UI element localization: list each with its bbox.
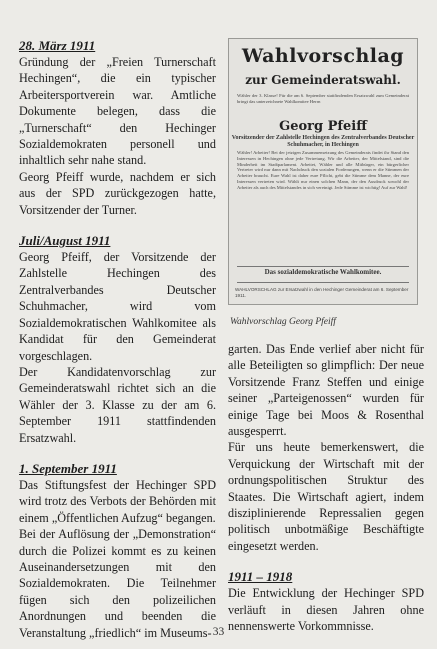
paragraph: Die Entwicklung der Hechinger SPD verläuft in diesen Jahren ohne nennenswerte Vorkommnisse. [228, 586, 424, 634]
clipping-candidate-line: Vorsitzender der Zahlstelle Hechingen des Zentralverbandes Deutscher Schuhmacher, in Hechingen [231, 135, 415, 148]
section-heading-1911-1918: 1911 – 1918 [228, 569, 293, 585]
section-heading-maerz-1911: 28. März 1911 [19, 38, 96, 53]
figure-caption: Wahlvorschlag Georg Pfeiff [230, 317, 336, 327]
clipping-intro: Wähler der 3. Klasse! Für die am 6. September stattfindenden Ersatzwahl zum Gemeinderat bringt das unterzeichnete Wahlkomitee Herrn [237, 93, 409, 104]
clipping-divider [237, 266, 409, 267]
paragraph: Bei der Auflösung der „Demonstration“ durch die Polizei kommt es zu keinen Auseinandersetzungen mit den Sozialdemokraten. Die Teilnehmer fügen sich den polizeilichen Anordnungen und beenden die Veranstaltung „friedlich“ im Museums- [19, 527, 216, 640]
right-column [228, 341, 424, 635]
paragraph: Gründung der „Freien Turnerschaft Hechingen“, die ein typischer Arbeitersportverein war. Amtliche Dokumente belegen, dass die „Turnerschaft“ den Hechinger Sozialdemokraten personell und inhaltlich sehr nahe stand. [19, 55, 216, 168]
newspaper-clipping-image [228, 38, 418, 305]
paragraph: Das Stiftungsfest der Hechinger SPD wird trotz des Verbots der Behörden mit einem „Öffentlichen Aufzug“ begangen. [19, 477, 216, 525]
left-column [19, 38, 216, 641]
paragraph: Georg Pfeiff, der Vorsitzende der Zahlstelle Hechingen des Zentralverbandes Deutscher Schuhmacher, wird vom Sozialdemokratischen Wahlkomitee als Kandidat für den Gemeinderat vorgeschlagen. [19, 250, 216, 363]
section-heading-september-1911: 1. September 1911 [19, 460, 117, 476]
clipping-title: Wahlvorschlag [241, 45, 405, 67]
page-number: 33 [212, 626, 225, 638]
clipping-candidate-name: Georg Pfeiff [279, 119, 367, 134]
paragraph: Georg Pfeiff wurde, nachdem er sich aus der SPD zurückgezogen hatte, Vorsitzender der Turner. [19, 169, 216, 217]
section-heading-juli-august-1911: Juli/August 1911 [19, 233, 111, 249]
clipping-body: Wähler! Arbeiter! Bei der jetzigen Zusammensetzung des Gemeinderats findet ihr Stand den Interessen in Hechingen ohne jede Vertretung. Wir die Arbeiter, der Mittelstand, sind die Minderheit im Stadtparlament. Arbeitet, Wähler und alle Mitbürger, ein bürgerlicher Vertreter wird nur dann mit Nachdruck den sozialen Forderungen, wenn er die Stimmen der Arbeiter braucht. Eure Wahl ist daher eure Pflicht, gebt die Stimme dem Manne, der eure Interessen vertreten wird. Wählt nur einen solchen Mann, der den Ausdruck sowohl der Arbeiter als auch des Mittelstandes in sich vereinigt. Jede Stimme ist wichtig! Auf zur Wahl! [237, 150, 409, 190]
paragraph: Der Kandidatenvorschlag zur Gemeinderatswahl richtet sich an die Wähler der 3. Klasse zu der am 6. September 1911 stattfindenden Ersatzwahl. [19, 364, 216, 445]
clipping-divider [237, 282, 409, 283]
paragraph: Für uns heute bemerkenswert, die Verquickung der Wirtschaft mit der ordnungspolitischen Struktur des Staates. Die Wirtschaft agiert, indem disziplinierende Repressalien gegen politisch unbotmäßige Beschäftigte eingesetzt werden. [228, 440, 424, 553]
clipping-subtitle: zur Gemeinderatswahl. [245, 73, 401, 87]
clipping-footer: Das sozialdemokratische Wahlkomitee. [264, 268, 382, 276]
clipping-caption: WAHLVORSCHLAG zur Ersatzwahl in den Hechinger Gemeinderat am 6. September 1911. [235, 287, 409, 298]
paragraph: garten. Das Ende verlief aber nicht für alle Beteiligten so glimpflich: Der neue Vorsitzende Franz Steffen und einige seiner „Parteigenossen“ wurden für einige Tage bei Moos & Rosenthal ausgesperrt. [228, 342, 424, 439]
